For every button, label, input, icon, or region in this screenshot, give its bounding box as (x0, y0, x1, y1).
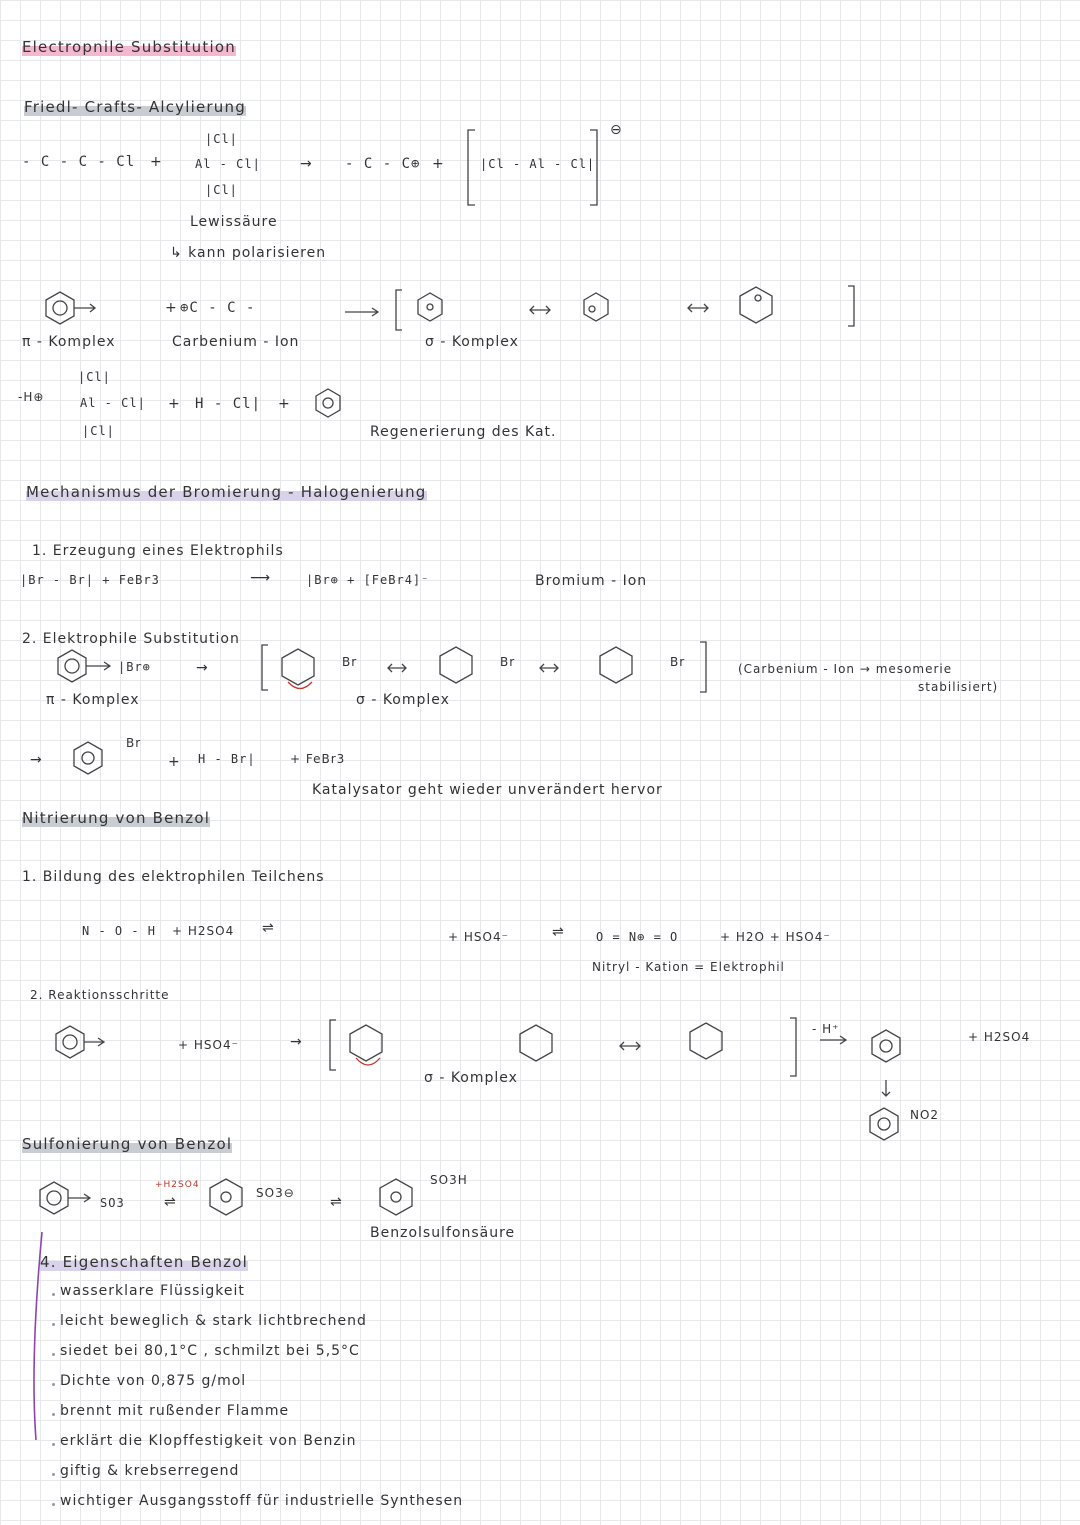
heading-friedel-crafts: Friedl- Crafts- Alcylierung (24, 98, 246, 116)
benzene-ring-icon (350, 1025, 382, 1065)
br-br-plus: |Br⊕ (118, 660, 151, 674)
plus-sign: + (165, 300, 178, 316)
arrow: → (196, 660, 209, 676)
br-sigma-complex: σ - Komplex (356, 692, 450, 708)
fc-carbenium-ion: Carbenium - Ion (172, 334, 300, 350)
br-label: Br (342, 655, 358, 669)
ni-water: + H2O + HSO4⁻ (720, 930, 831, 944)
br-label: Br (670, 655, 686, 669)
fc-alcl3-top-2: |Cl| (78, 370, 111, 384)
fc-minus-h: -H⊕ (18, 390, 45, 404)
plus-sign: + (432, 156, 445, 172)
benzene-ring-icon (872, 1030, 900, 1062)
plus-sign: + (150, 154, 163, 170)
benzene-ring-icon (40, 1182, 90, 1214)
property-item: wasserklare Flüssigkeit (60, 1283, 245, 1299)
fc-can-polarize: ↳ kann polarisieren (170, 245, 327, 261)
arrow: → (300, 156, 313, 172)
heading-sulfonation: Sulfonierung von Benzol (22, 1135, 233, 1153)
benzene-ring-icon (600, 647, 632, 683)
ni-h2so4-product: + H2SO4 (968, 1030, 1031, 1044)
arrow (345, 308, 378, 316)
margin-mark (34, 1232, 42, 1440)
ni-no2: NO2 (910, 1108, 940, 1122)
benzene-ring-icon (46, 292, 95, 324)
benzene-ring-icon (870, 1108, 898, 1140)
su-product: Benzolsulfonsäure (370, 1225, 516, 1241)
benzene-ring-icon (74, 742, 102, 774)
arrow (882, 1080, 890, 1096)
bracket-right (590, 130, 597, 205)
equilibrium-arrow: ⇌ (262, 920, 275, 936)
bracket-right (700, 642, 706, 692)
fc-reagent: - C - C - Cl (22, 154, 136, 170)
property-item: siedet bei 80,1°C , schmilzt bei 5,5°C (60, 1343, 360, 1359)
benzene-ring-icon (210, 1179, 242, 1215)
bracket-left (468, 130, 475, 205)
ni-hso4: + HSO4⁻ (448, 930, 509, 944)
fc-sigma-complex: σ - Komplex (425, 334, 519, 350)
fc-regeneration: Regenerierung des Kat. (370, 424, 557, 440)
resonance-arrow (530, 306, 550, 314)
bracket-left (262, 645, 268, 690)
property-item: leicht beweglich & stark lichtbrechend (60, 1313, 367, 1329)
ni-step1: 1. Bildung des elektrophilen Teilchens (22, 869, 325, 885)
su-so3h: SO3H (430, 1173, 468, 1187)
resonance-arrow (540, 664, 558, 672)
br-carbenium-note: (Carbenium - Ion → mesomerie (738, 662, 953, 676)
plus-sign: + (168, 396, 181, 412)
heading-nitration: Nitrierung von Benzol (22, 809, 211, 827)
bracket-right (848, 286, 854, 326)
benzene-ring-icon (584, 293, 608, 321)
property-item: Dichte von 0,875 g/mol (60, 1373, 247, 1389)
ni-hno3: N - O - H (82, 924, 157, 938)
fc-lewis-acid: Lewissäure (190, 214, 278, 230)
fc-hcl: H - Cl| (195, 396, 262, 412)
equilibrium-arrow: ⇌ (552, 924, 565, 940)
fc-alcl3-top: |Cl| (205, 132, 238, 146)
equilibrium-arrow: ⇌ (330, 1194, 343, 1210)
ni-h2so4: + H2SO4 (172, 924, 235, 938)
br-step2: 2. Elektrophile Substitution (22, 631, 240, 647)
ni-nitryl: O = N⊕ = O (596, 930, 679, 944)
br-step1: 1. Erzeugung eines Elektrophils (32, 543, 284, 559)
fc-alcl3-mid: Al - Cl| (195, 157, 261, 171)
fc-complex: |Cl - Al - Cl| (480, 157, 596, 171)
property-item: brennt mit rußender Flamme (60, 1403, 290, 1419)
br-febr3: + FeBr3 (290, 752, 346, 766)
minus-charge: ⊖ (610, 122, 623, 138)
br-step1-reactants: |Br - Br| + FeBr3 (20, 573, 160, 587)
su-so3-minus: SO3⊖ (256, 1186, 295, 1200)
heading-electrophile-substitution: Electropnile Substitution (22, 38, 236, 56)
equilibrium-arrow: ⇌ (164, 1194, 177, 1210)
br-carbenium-note-2: stabilisiert) (918, 680, 999, 694)
bracket-right (790, 1018, 796, 1076)
benzene-ring-icon (740, 287, 772, 323)
heading-bromination: Mechanismus der Bromierung - Halogenierung (26, 483, 427, 501)
bracket-left (396, 290, 402, 330)
arrow: → (30, 752, 43, 768)
br-catalyst-note: Katalysator geht wieder unverändert hervor (312, 782, 663, 798)
br-hbr: H - Br| (198, 752, 256, 766)
su-so3: SO3 (100, 1196, 125, 1210)
arrow: ⟶ (250, 570, 272, 586)
plus-sign: + (278, 396, 291, 412)
resonance-arrow (388, 664, 406, 672)
ni-minus-h: - H⁺ (812, 1022, 840, 1036)
br-bromium-ion: Bromium - Ion (535, 573, 648, 589)
benzene-ring-icon (58, 650, 110, 682)
br-product-label: Br (126, 736, 142, 750)
ni-step2: 2. Reaktionsschritte (30, 988, 170, 1002)
ni-hso4-minus: + HSO4⁻ (178, 1038, 239, 1052)
heading-properties: 4. Eigenschaften Benzol (40, 1253, 248, 1271)
property-item: wichtiger Ausgangsstoff für industrielle Synthesen (60, 1493, 464, 1509)
benzene-ring-icon (690, 1023, 722, 1059)
fc-alcl3-bot: |Cl| (205, 183, 238, 197)
fc-cation: - C - C⊕ (345, 156, 421, 172)
benzene-ring-icon (282, 649, 314, 689)
ni-nitryl-note: Nitryl - Kation = Elektrophil (592, 960, 785, 974)
bracket-left (330, 1020, 336, 1070)
arrow: → (290, 1034, 303, 1050)
br-label: Br (500, 655, 516, 669)
br-step1-products: |Br⊕ + [FeBr4]⁻ (306, 573, 430, 587)
fc-alcl3-mid-2: Al - Cl| (80, 396, 146, 410)
property-item: erklärt die Klopffestigkeit von Benzin (60, 1433, 357, 1449)
su-catalyst: +H2SO4 (155, 1180, 200, 1190)
resonance-arrow (620, 1042, 640, 1050)
benzene-ring-icon (520, 1025, 552, 1061)
ni-sigma-complex: σ - Komplex (424, 1070, 518, 1086)
benzene-ring-icon (418, 293, 442, 321)
fc-alcl3-bot-2: |Cl| (82, 424, 115, 438)
benzene-ring-icon (380, 1179, 412, 1215)
resonance-arrow (688, 304, 708, 312)
arrow (820, 1036, 846, 1044)
benzene-ring-icon (440, 647, 472, 683)
fc-carbocation: ⊕C - C - (180, 300, 256, 316)
property-item: giftig & krebserregend (60, 1463, 240, 1479)
plus-sign: + (168, 754, 181, 770)
fc-pi-complex: π - Komplex (22, 334, 116, 350)
benzene-ring-icon (316, 389, 340, 417)
benzene-ring-icon (56, 1026, 104, 1058)
br-pi-complex: π - Komplex (46, 692, 140, 708)
